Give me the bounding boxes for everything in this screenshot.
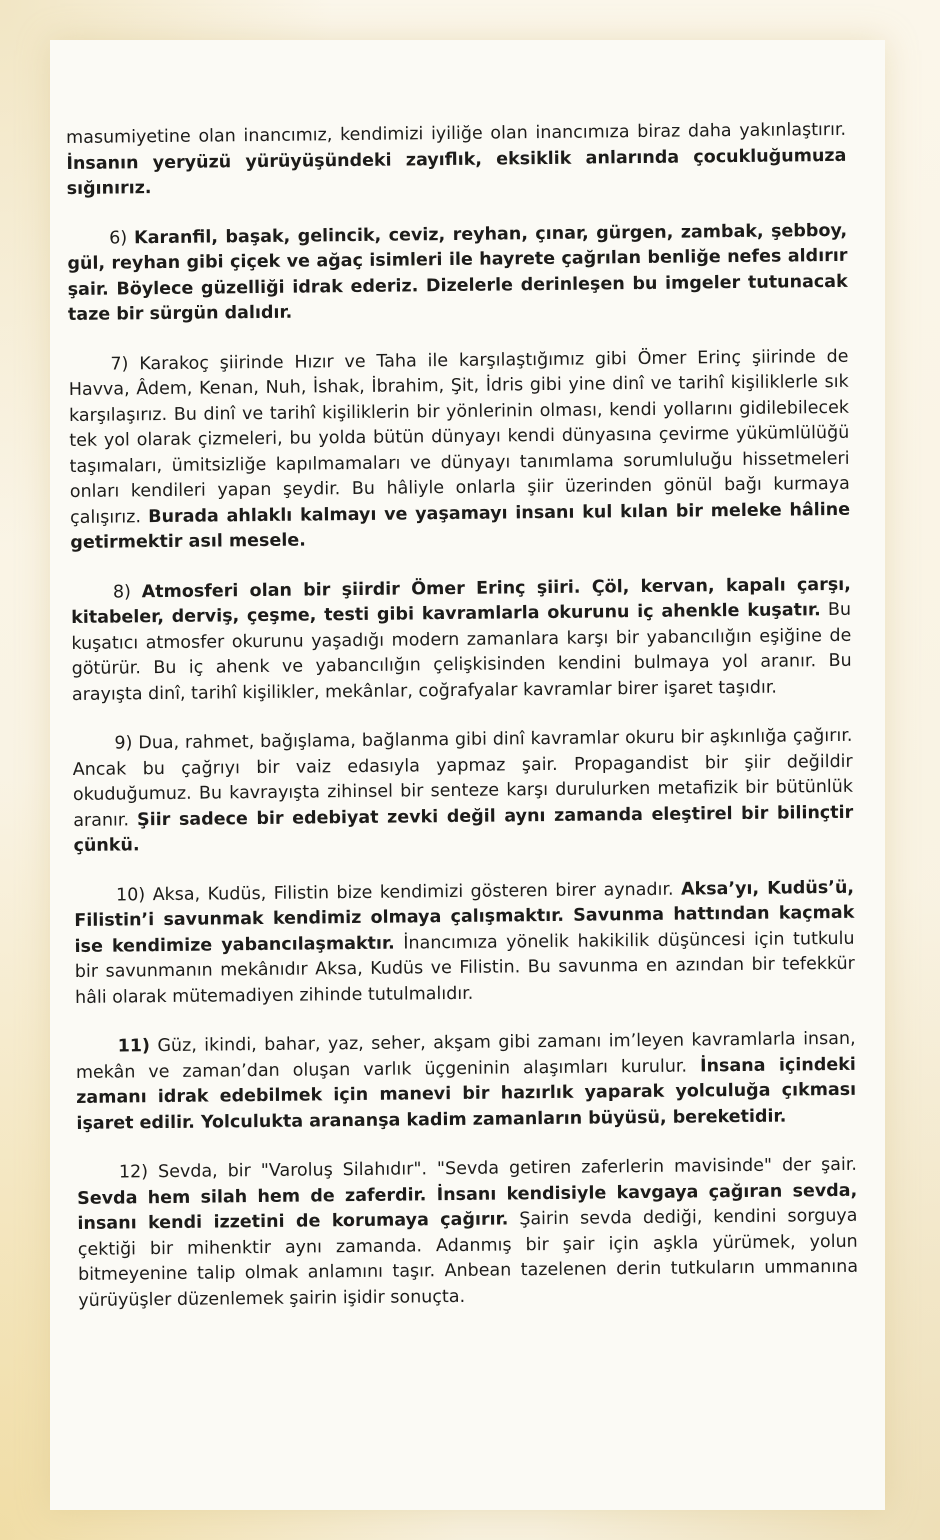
paragraph-8 <box>71 572 852 708</box>
paragraph-bold-text: Karanfil, başak, gelincik, ceviz, reyhan, çınar, gürgen, zambak, şebboy, gül, reyhan gibi çiçek ve ağaç isimleri ile hayrete çağrılan benliğe nefes aldırır şair. Böylece güzelliği idrak ederiz. Dizelerle derinleşen bu imgeler tutunacak taze bir sürgün dalıdır. <box>67 220 848 325</box>
paragraph-number: 8) <box>112 581 131 603</box>
paragraph-11 <box>76 1027 857 1137</box>
paragraph-text: Aksa, Kudüs, Filistin bize kendimizi gösteren birer aynadır. <box>152 879 682 905</box>
paragraph-text: Bu kuşatıcı atmosfer okurunu yaşadığı modern zamanlara karşı bir yabancılığın eşiğine de götürür. Bu iç ahenk ve yabancılığın çelişkisinden kendini bulmaya yol aranır. Bu arayışta dinî, tarihî kişilikler, mekânlar, coğrafyalar kavramlar birer işaret taşıdır. <box>71 599 852 705</box>
paragraph-12 <box>77 1153 859 1314</box>
paragraph-bold-text: Sevda hem silah hem de zaferdir. İnsanı kendisiyle kavgaya çağıran sevda, insanı kendi izzetini de korumaya çağırır. <box>77 1180 858 1234</box>
paragraph-text: Karakoç şiirinde Hızır ve Taha ile karşılaştığımız gibi Ömer Erinç şiirinde de Havva, Âdem, Kenan, Nuh, İshak, İbrahim, Şit, İdris gibi yine dinî ve tarihî kişiliklerle sık karşılaşırız. Bu dinî ve tarihî kişiliklerin bir yönlerinin olması, kendi yollarını gidilebilecek tek yol olarak çizmeleri, bu yolda bütün dünyayı kendi dünyasına çevirme yükümlülüğü taşımaları, ümitsizliğe kapılmamaları ve dünyayı tanımlama sorumluluğu hissetmeleri onları kendileri yapan şeydir. Bu hâliyle onlarla şiir üzerinden gönül bağı kurmaya çalışırız. <box>68 346 850 528</box>
paragraph-text: masumiyetine olan inancımız, kendimizi iyiliğe olan inancımıza biraz daha yakınlaştırır. <box>66 119 847 148</box>
paragraph-bold-text: Aksa’yı, Kudüs’ü, Filistin’i savunmak kendimiz olmaya çalışmaktır. Savunma hattından kaçmak ise kendimize yabancılaşmaktır. <box>74 877 855 957</box>
paragraph-bold-text: İnsanın yeryüzü yürüyüşündeki zayıflık, eksiklik anlarında çocukluğumuza sığınırız. <box>66 145 847 199</box>
paragraph-text: Dua, rahmet, bağışlama, bağlanma gibi dinî kavramlar okuru bir aşkınlığa çağırır. Ancak bu çağrıyı bir vaiz edasıyla yapmaz şair. Propagandist bir şiir değildir okuduğumuz. Bu kavrayışta zihinsel bir senteze karşı durulurken metafizik bir bütünlük aranır. <box>72 725 854 831</box>
paragraph-number: 6) <box>109 227 128 249</box>
page-text <box>66 118 859 1338</box>
paragraph-number: 11) <box>117 1036 151 1057</box>
paragraph-6 <box>67 218 848 328</box>
paragraph-bold-text: İnsana içindeki zamanı idrak edebilmek için manevi bir hazırlık yaparak yolculuğa çıkması işaret edilir. Yolculukta arananşa kadim zamanların büyüsü, bereketidir. <box>76 1054 857 1134</box>
paragraph-intro <box>66 118 847 203</box>
paragraph-number: 10) <box>115 884 146 906</box>
paragraph-number: 12) <box>118 1162 149 1183</box>
paragraph-bold-text: Atmosferi olan bir şiirdir Ömer Erinç şiiri. Çöl, kervan, kapalı çarşı, kitabeler, derviş, çeşme, testi gibi kavramlarla okurunu iç ahenkle kuşatır. <box>71 574 851 628</box>
paragraph-7 <box>68 344 850 556</box>
paragraph-number: 9) <box>114 733 133 754</box>
paragraph-text-continued: İnancımıza yönelik hakikilik düşüncesi için tutkulu bir savunmanın mekânıdır Aksa, Kudüs ve Filistin. Bu savunma en azından bir tefekkür hâli olarak mütemadiyen zihinde tutulmalıdır. <box>74 928 855 1008</box>
paragraph-bold-text: Şiir sadece bir edebiyat zevki değil aynı zamanda eleştirel bir bilinçtir çünkü. <box>73 802 854 856</box>
paragraph-9 <box>72 724 853 860</box>
paragraph-text-continued: Şairin sevda dediği, kendini sorguya çektiği bir mihenktir aynı zamanda. Adanmış bir şair için aşkla yürümek, yolun bitmeyenine talip olmak anlamını taşır. Anbean tazelenen derin tutkuların ummanına yürüyüşler düzenlemek şairin işidir sonuçta. <box>77 1205 859 1311</box>
paragraph-text: Sevda, bir "Varoluş Silahıdır". "Sevda getiren zaferlerin mavisinde" der şair. <box>157 1154 858 1183</box>
paragraph-10 <box>74 875 855 1011</box>
paragraph-number: 7) <box>110 353 129 375</box>
paragraph-bold-text: Burada ahlaklı kalmayı ve yaşamayı insanı kul kılan bir meleke hâline getirmektir asıl mesele. <box>70 499 851 553</box>
paragraph-text: Güz, ikindi, bahar, yaz, seher, akşam gibi zamanı im’leyen kavramlarla insan, mekân ve zaman’dan oluşan varlık üçgeninin alaşımları kurulur. <box>75 1028 856 1083</box>
